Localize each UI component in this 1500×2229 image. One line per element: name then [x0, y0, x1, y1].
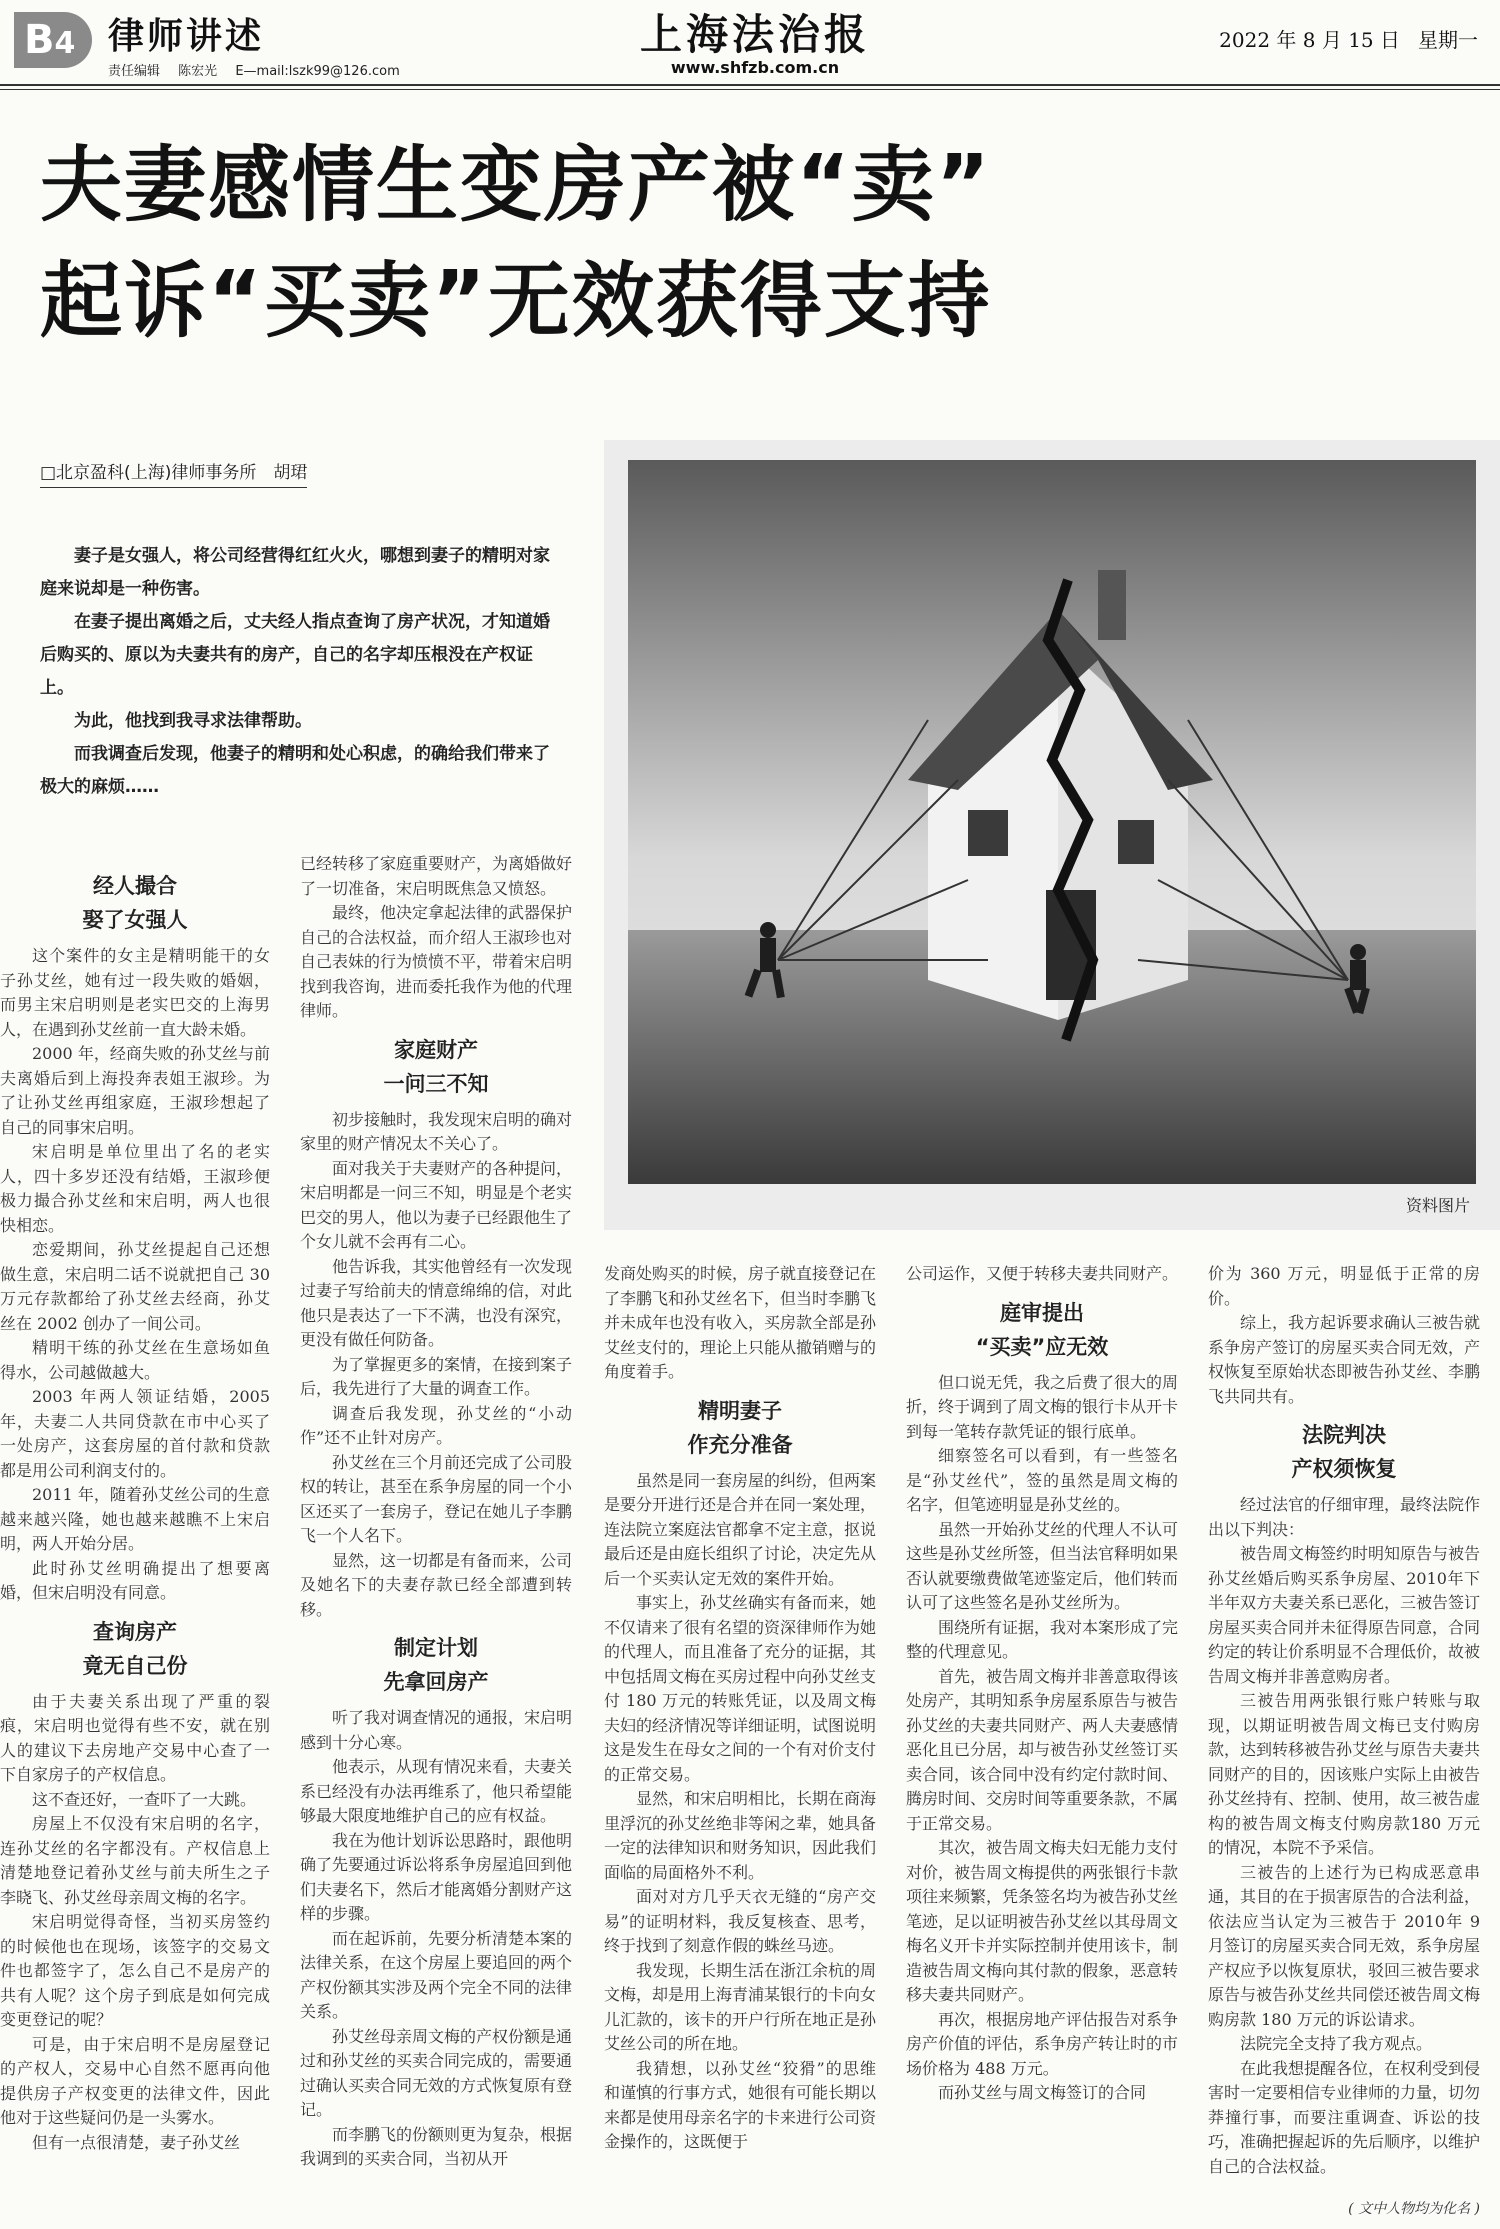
- paragraph: 孙艾丝母亲周文梅的产权份额是通过和孙艾丝的买卖合同完成的，需要通过确认买卖合同无效的方式恢复原有登记。: [300, 2026, 572, 2119]
- paragraph: 而孙艾丝与周文梅签订的合同: [938, 2083, 1147, 2102]
- paragraph: 2003 年两人领证结婚，2005年，夫妻二人共同贷款在市中心买了一处房产，这套房屋的首付款和贷款都是用公司利润支付的。: [0, 1387, 270, 1480]
- subhead: “买卖”应无效: [975, 1334, 1109, 1359]
- section-title: 律师讲述: [108, 16, 265, 57]
- paragraph: 宋启明是单位里出了名的老实人，四十多岁还没有结婚，王淑珍便极力撮合孙艾丝和宋启明，两人也很快相恋。: [0, 1142, 270, 1235]
- lead-paragraph: 而我调查后发现，他妻子的精明和处心积虑，的确给我们带来了极大的麻烦……: [40, 744, 550, 797]
- paragraph: 已经转移了家庭重要财产，为离婚做好了一切准备，宋启明既焦急又愤怒。: [300, 854, 572, 898]
- paragraph: 宋启明觉得奇怪，当初买房签约的时候他也在现场，该签字的交易文件也都签字了，怎么自己不是房产的共有人呢？这个房子到底是如何完成变更登记的呢？: [0, 1912, 270, 2029]
- paragraph: 虽然一开始孙艾丝的代理人不认可这些是孙艾丝所签，但当法官释明如果否认就要缴费做笔迹鉴定后，他们转而认可了这些签名是孙艾丝所为。: [906, 1519, 1178, 1612]
- paragraph: 但有一点很清楚，妻子孙艾丝: [32, 2132, 241, 2152]
- paragraph: 而在起诉前，先要分析清楚本案的法律关系，在这个房屋上要追回的两个产权份额其实涉及两个完全不同的法律关系。: [300, 1928, 572, 2021]
- subhead: 经人撮合: [93, 874, 177, 898]
- paragraph: 他告诉我，其实他曾经有一次发现过妻子写给前夫的情意绵绵的信，对此他只是表达了一下不满，也没有深究，更没有做任何防备。: [300, 1256, 572, 1349]
- subhead: 一问三不知: [383, 1071, 489, 1096]
- newspaper-logo: 上海法治报: [639, 10, 870, 59]
- date-text: 2022 年 8 月 15 日: [1219, 28, 1400, 52]
- paragraph: 被告周文梅签约时明知原告与被告孙艾丝婚后购买系争房屋、2010年下半年双方夫妻关系已恶化，三被告签订房屋买卖合同并未征得原告同意，合同约定的转让价系明显不合理低价，故被告周文梅并非善意购房者。: [1208, 1544, 1480, 1686]
- article-column-1: [0, 860, 270, 2200]
- article-column-2: [300, 852, 572, 2202]
- paragraph: 他表示，从现有情况来看，夫妻关系已经没有办法再维系了，他只希望能够最大限度地维护自己的应有权益。: [300, 1757, 572, 1825]
- editor-line: [108, 60, 414, 79]
- paragraph: 三被告的上述行为已构成恶意串通，其目的在于损害原告的合法利益，依法应当认定为三被告于 2010年 9 月签订的房屋买卖合同无效，系争房屋产权应予以恢复原状，驳回三被告要求原告与被告孙艾丝共同偿还被告周文梅购房款 180 万元的诉讼请求。: [1208, 1862, 1480, 2029]
- paragraph: 调查后我发现，孙艾丝的“小动作”还不止针对房产。: [300, 1403, 572, 1447]
- character-names-note: ( 文中人物均为化名 ): [1348, 2201, 1480, 2217]
- paragraph: 面对我关于夫妻财产的各种提问，宋启明都是一问三不知，明显是个老实巴交的男人，他以为妻子已经跟他生了个女儿就不会再有二心。: [300, 1158, 572, 1251]
- paragraph: 综上，我方起诉要求确认三被告就系争房产签订的房屋买卖合同无效，产权恢复至原始状态即被告孙艾丝、李鹏飞共同共有。: [1208, 1313, 1480, 1406]
- masthead-rule: [0, 84, 1500, 86]
- paragraph: 但口说无凭，我之后费了很大的周折，终于调到了周文梅的银行卡从开卡到每一笔转存款凭证的银行底单。: [906, 1372, 1178, 1441]
- paragraph: 其次，被告周文梅夫妇无能力支付对价，被告周文梅提供的两张银行卡款项往来频繁，凭条签名均为被告孙艾丝笔迹，足以证明被告孙艾丝以其母周文梅名义开卡并实际控制并使用该卡，制造被告周文梅向其付款的假象，恶意转移夫妻共同财产。: [906, 1838, 1178, 2004]
- paragraph: 三被告用两张银行账户转账与取现，以期证明被告周文梅已支付购房款，达到转移被告孙艾丝与原告夫妻共同财产的目的，因该账户实际上由被告孙艾丝持有、控制、使用，故三被告虚构的被告周文梅支付购房款180 万元的情况，本院不予采信。: [1208, 1691, 1480, 1857]
- masthead-rule-thin: [0, 89, 1500, 90]
- subhead: 竟无自己份: [82, 1653, 188, 1678]
- paragraph: 事实上，孙艾丝确实有备而来，她不仅请来了很有名望的资深律师作为她的代理人，而且准备了充分的证据，其中包括周文梅在买房过程中向孙艾丝支付 180 万元的转账凭证，以及周文梅夫妇的经济情况等详细证明，试图说明这是发生在母女之间的一个有对价支付的正常交易。: [604, 1593, 876, 1784]
- photo-caption: 资料图片: [1405, 1196, 1470, 1215]
- paragraph: 法院完全支持了我方观点。: [1240, 2034, 1433, 2053]
- paragraph: 而李鹏飞的份额则更为复杂，根据我调到的买卖合同，当初从开: [300, 2124, 572, 2168]
- paragraph: 发商处购买的时候，房子就直接登记在了李鹏飞和孙艾丝名下，但当时李鹏飞并未成年也没有收入，买房款全部是孙艾丝支付的，理论上只能从撤销赠与的角度着手。: [604, 1264, 876, 1381]
- paragraph: 2011 年，随着孙艾丝公司的生意越来越兴隆，她也越来越瞧不上宋启明，两人开始分居。: [0, 1485, 270, 1553]
- subhead: 查询房产: [93, 1619, 177, 1644]
- headline-line-2: 起诉“买卖”无效获得支持: [40, 254, 992, 349]
- paragraph: 精明干练的孙艾丝在生意场如鱼得水，公司越做越大。: [0, 1338, 270, 1382]
- paragraph: 价为 360 万元，明显低于正常的房价。: [1208, 1264, 1480, 1308]
- lead-paragraphs: [40, 540, 560, 804]
- paragraph: 这不查还好，一查吓了一大跳。: [32, 1789, 257, 1809]
- subhead: 家庭财产: [394, 1037, 478, 1062]
- subhead: 法院判决: [1302, 1423, 1386, 1447]
- lead-paragraph: 妻子是女强人，将公司经营得红红火火，哪想到妻子的精明对家庭来说却是一种伤害。: [40, 546, 550, 599]
- weekday-text: 星期一: [1418, 28, 1478, 52]
- page-number: 4: [54, 26, 76, 61]
- paragraph: 此时孙艾丝明确提出了想要离婚，但宋启明没有同意。: [0, 1558, 270, 1602]
- article-column-5: [1208, 1262, 1480, 2192]
- newspaper-url: www.shfzb.com.cn: [670, 58, 840, 77]
- paragraph: 最终，他决定拿起法律的武器保护自己的合法权益，而介绍人王淑珍也对自己表妹的行为愤愤不平，带着宋启明找到我咨询，进而委托我作为他的代理律师。: [300, 903, 572, 1020]
- paragraph: 这个案件的女主是精明能干的女子孙艾丝，她有过一段失败的婚姻，而男主宋启明则是老实巴交的上海男人，在遇到孙艾丝前一直大龄未婚。: [0, 946, 270, 1039]
- masthead: [0, 0, 1500, 84]
- paragraph: 在此我想提醒各位，在权利受到侵害时一定要相信专业律师的力量，切勿莽撞行事，而要注重调查、诉讼的技巧，准确把握起诉的先后顺序，以维护自己的合法权益。: [1208, 2058, 1480, 2176]
- paragraph: 2000 年，经商失败的孙艾丝与前夫离婚后到上海投奔表姐王淑珍。为了让孙艾丝再组家庭，王淑珍想起了自己的同事宋启明。: [0, 1044, 270, 1137]
- editor-name: 陈宏光: [178, 64, 218, 79]
- subhead: 产权须恢复: [1291, 1457, 1397, 1481]
- subhead: 庭审提出: [1000, 1300, 1084, 1325]
- headline-line-1: 夫妻感情生变房产被“卖”: [40, 138, 992, 233]
- paragraph: 再次，根据房地产评估报告对系争房产价值的评估，系争房产转让时的市场价格为 488 万元。: [906, 2009, 1178, 2078]
- paragraph: 房屋上不仅没有宋启明的名字，连孙艾丝的名字都没有。产权信息上清楚地登记着孙艾丝与前夫所生之子李晓飞、孙艾丝母亲周文梅的名字。: [0, 1814, 270, 1907]
- paragraph: 由于夫妻关系出现了严重的裂痕，宋启明也觉得有些不安，就在别人的建议下去房地产交易中心查了一下自家房子的产权信息。: [0, 1691, 270, 1784]
- subhead: 娶了女强人: [82, 908, 188, 932]
- article-column-4: [906, 1262, 1178, 2202]
- photo-frame: [604, 440, 1500, 1230]
- editor-label: 责任编辑: [108, 64, 161, 79]
- byline: □北京盈科(上海)律师事务所 胡珺: [40, 458, 307, 488]
- paragraph: 经过法官的仔细审理，最终法院作出以下判决：: [1208, 1495, 1480, 1539]
- subhead: 制定计划: [394, 1636, 478, 1660]
- cracked-house-photo: [628, 460, 1476, 1184]
- paragraph: 初步接触时，我发现宋启明的确对家里的财产情况太不关心了。: [300, 1109, 572, 1153]
- paragraph: 可是，由于宋启明不是房屋登记的产权人，交易中心自然不愿再向他提供房子产权变更的法律文件，因此他对于这些疑问仍是一头雾水。: [0, 2034, 270, 2127]
- paragraph: 细察签名可以看到，有一些签名是“孙艾丝代”，签的虽然是周文梅的名字，但笔迹明显是孙艾丝的。: [906, 1446, 1178, 1514]
- subhead: 先拿回房产: [383, 1670, 489, 1694]
- article-column-3: [604, 1262, 876, 2202]
- page-number-badge: [14, 12, 92, 68]
- editor-email: E—mail:lszk99@126.com: [235, 64, 400, 79]
- headline: [40, 128, 1480, 360]
- paragraph: 显然，和宋启明相比，长期在商海里浮沉的孙艾丝绝非等闲之辈，她具备一定的法律知识和财务知识，因此我们面临的局面格外不利。: [604, 1789, 876, 1882]
- subhead: 作充分准备: [687, 1432, 793, 1457]
- paragraph: 恋爱期间，孙艾丝提起自己还想做生意，宋启明二话不说就把自己 30 万元存款都给了孙艾丝去经商，孙艾丝在 2002 创办了一间公司。: [0, 1240, 270, 1333]
- paragraph: 首先，被告周文梅并非善意取得该处房产，其明知系争房屋系原告与被告孙艾丝的夫妻共同财产、两人夫妻感情恶化且已分居，却与被告孙艾丝签订买卖合同，该合同中没有约定付款时间、腾房时间、交房时间等重要条款，不属于正常交易。: [906, 1666, 1178, 1833]
- paragraph: 显然，这一切都是有备而来，公司及她名下的夫妻存款已经全部遭到转移。: [300, 1550, 572, 1619]
- issue-date: [1201, 24, 1478, 53]
- lead-paragraph: 在妻子提出离婚之后，丈夫经人指点查询了房产状况，才知道婚后购买的、原以为夫妻共有的房产，自己的名字却压根没在产权证上。: [40, 612, 550, 698]
- lead-paragraph: 为此，他找到我寻求法律帮助。: [74, 711, 312, 731]
- paragraph: 面对对方几乎天衣无缝的“房产交易”的证明材料，我反复核查、思考，终于找到了刻意作假的蛛丝马迹。: [604, 1887, 876, 1955]
- paragraph: 为了掌握更多的案情，在接到案子后，我先进行了大量的调查工作。: [300, 1354, 572, 1398]
- paragraph: 我猜想，以孙艾丝“狡猾”的思维和谨慎的行事方式，她很有可能长期以来都是使用母亲名字的卡来进行公司资金操作的，这既便于: [604, 2058, 876, 2151]
- paragraph: 听了我对调查情况的通报，宋启明感到十分心寒。: [300, 1708, 572, 1752]
- paragraph: 公司运作，又便于转移夫妻共同财产。: [906, 1264, 1178, 1283]
- paragraph: 围绕所有证据，我对本案形成了完整的代理意见。: [906, 1617, 1178, 1661]
- paragraph: 我在为他计划诉讼思路时，跟他明确了先要通过诉讼将系争房屋追回到他们夫妻名下，然后才能离婚分割财产这样的步骤。: [300, 1830, 572, 1923]
- paragraph: 我发现，长期生活在浙江余杭的周文梅，却是用上海青浦某银行的卡向女儿汇款的，该卡的开户行所在地正是孙艾丝公司的所在地。: [604, 1960, 876, 2053]
- page-letter: B: [24, 17, 55, 63]
- paragraph: 虽然是同一套房屋的纠纷，但两案是要分开进行还是合并在同一案处理，连法院立案庭法官都拿不定主意，抠说最后还是由庭长组织了讨论，决定先从后一个买卖认定无效的案件开始。: [604, 1470, 876, 1588]
- paragraph: 孙艾丝在三个月前还完成了公司股权的转让，甚至在系争房屋的同一个小区还买了一套房子，登记在她儿子李鹏飞一个人名下。: [300, 1452, 572, 1545]
- subhead: 精明妻子: [698, 1398, 782, 1423]
